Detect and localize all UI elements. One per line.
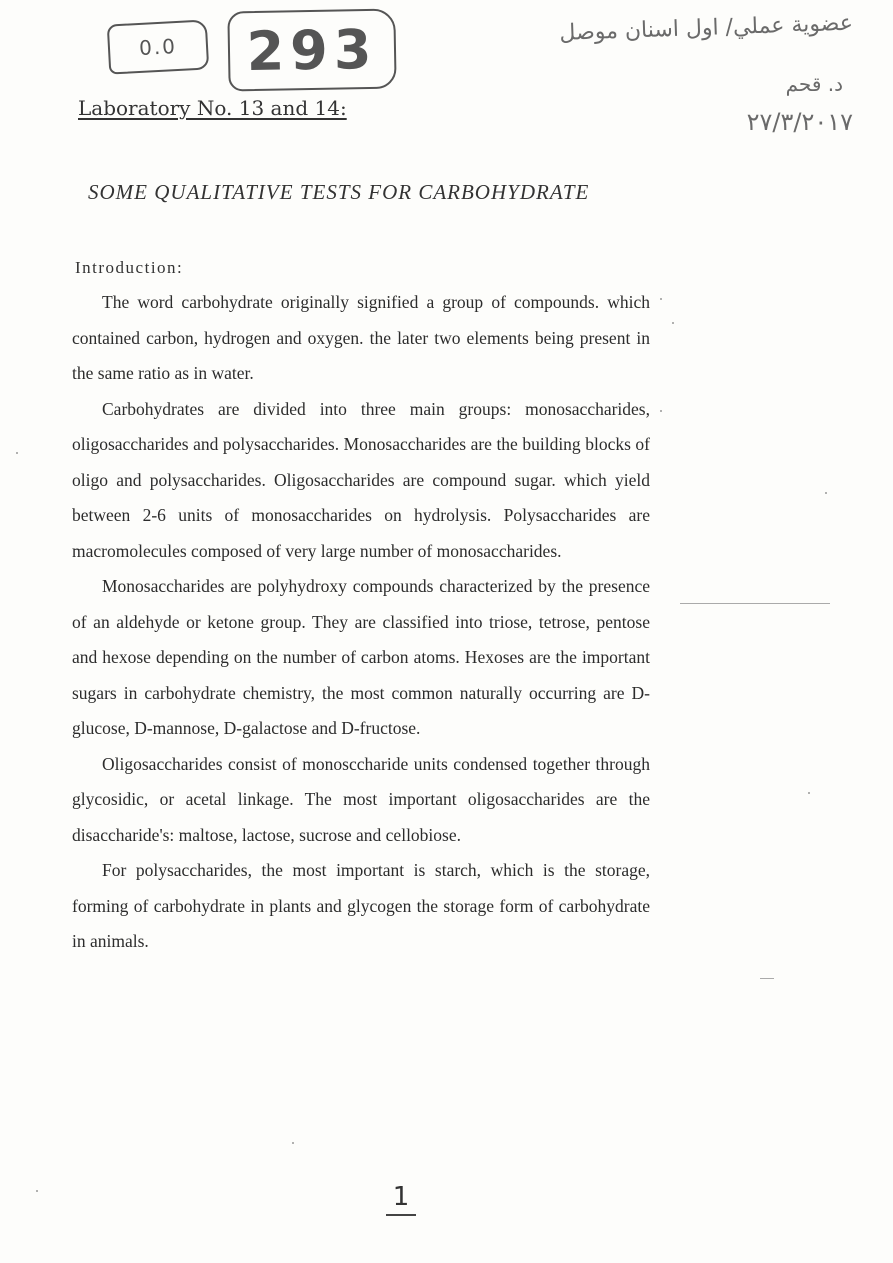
paragraph: For polysaccharides, the most important is starch, which is the storage, forming of carbohydrate in plants and glycogen the storage form of carbohydrate in animals.	[72, 860, 650, 951]
paragraph: Carbohydrates are divided into three main groups: monosaccharides, oligosaccharides and polysaccharides. Monosaccharides are the building blocks of oligo and polysaccharides. Oligosaccharides are compound sugar. which yield between 2-6 units of monosaccharides on hydrolysis. Polysaccharides are macromolecules composed of very large number of monosaccharides.	[72, 398, 650, 561]
handwritten-instructor-note: د. قحم	[785, 72, 843, 96]
handwritten-box-code: 0.0	[107, 19, 209, 74]
handwritten-course-note: عضوية عملي/ اول اسنان موصل	[559, 10, 854, 46]
introduction-body	[72, 285, 650, 960]
page-title: SOME QUALITATIVE TESTS FOR CARBOHYDRATE	[88, 180, 590, 204]
scan-speck	[16, 452, 18, 454]
scan-speck	[825, 492, 827, 494]
scan-speck	[660, 298, 662, 300]
handwritten-date: ٢٧/٣/٢٠١٧	[746, 108, 853, 136]
paragraph: The word carbohydrate originally signified a group of compounds. which contained carbon, hydrogen and oxygen. the later two elements being present in the same ratio as in water.	[72, 292, 650, 383]
paragraph: Monosaccharides are polyhydroxy compounds characterized by the presence of an aldehyde or ketone group. They are classified into triose, tetrose, pentose and hexose depending on the number of carbon atoms. Hexoses are the important sugars in carbohydrate chemistry, the most common naturally occurring are D-glucose, D-mannose, D-galactose and D-fructose.	[72, 576, 650, 738]
scan-speck	[672, 322, 674, 324]
scan-speck	[36, 1190, 38, 1192]
handwritten-page-stamp: 293	[227, 9, 396, 92]
section-heading: Introduction:	[75, 258, 184, 277]
scan-speck	[292, 1142, 294, 1144]
scan-speck	[808, 792, 810, 794]
scan-line	[760, 978, 774, 979]
paragraph: Oligosaccharides consist of monosccharide units condensed together through glycosidic, or acetal linkage. The most important oligosaccharides are the disaccharide's: maltose, lactose, sucrose and cellobiose.	[72, 753, 650, 845]
scan-line	[680, 603, 830, 604]
lab-title: Laboratory No. 13 and 14:	[78, 96, 347, 120]
scan-speck	[660, 410, 662, 412]
page-number: 1	[386, 1182, 416, 1216]
